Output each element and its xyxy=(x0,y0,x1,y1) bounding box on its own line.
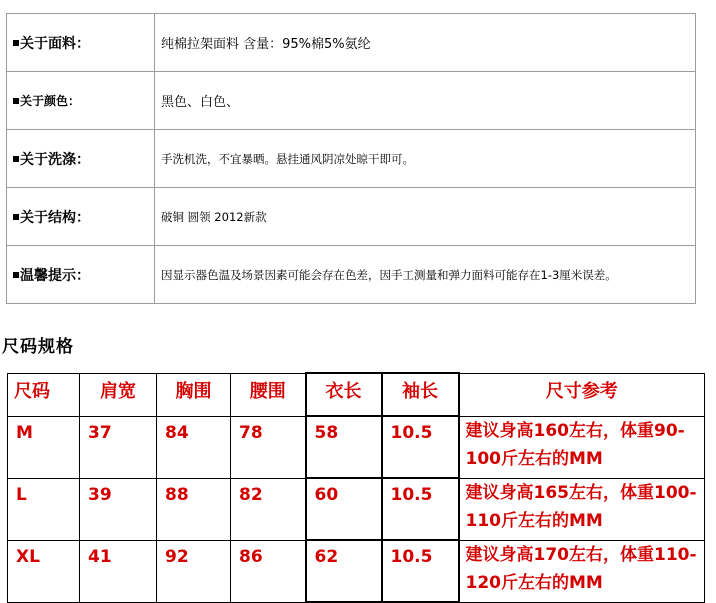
cell-shoulder: 37 xyxy=(80,416,157,478)
cell-size: L xyxy=(8,478,80,540)
cell-reference: 建议身高170左右，体重110-120斤左右的MM xyxy=(459,540,705,602)
cell-reference: 建议身高160左右，体重90-100斤左右的MM xyxy=(459,416,705,478)
cell-length: 60 xyxy=(306,478,382,540)
header-waist: 腰围 xyxy=(231,373,306,416)
cell-waist: 78 xyxy=(231,416,306,478)
header-shoulder: 肩宽 xyxy=(80,373,157,416)
info-row-fabric xyxy=(7,14,696,72)
header-length: 衣长 xyxy=(306,373,382,416)
info-value: 黑色、白色、 xyxy=(155,72,696,130)
size-chart-heading: 尺码规格 xyxy=(2,337,74,357)
info-value: 纯棉拉架面料 含量：95%棉5%氨纶 xyxy=(155,14,696,72)
header-chest: 胸围 xyxy=(157,373,231,416)
cell-length: 62 xyxy=(306,540,382,602)
cell-length: 58 xyxy=(306,416,382,478)
cell-sleeve: 10.5 xyxy=(382,478,459,540)
header-sleeve: 袖长 xyxy=(382,373,459,416)
cell-sleeve: 10.5 xyxy=(382,540,459,602)
info-row-tips xyxy=(7,246,696,304)
header-reference: 尺寸参考 xyxy=(459,373,705,416)
info-row-washing xyxy=(7,130,696,188)
cell-size: M xyxy=(8,416,80,478)
info-row-color xyxy=(7,72,696,130)
cell-waist: 86 xyxy=(231,540,306,602)
header-size: 尺码 xyxy=(8,373,80,416)
cell-sleeve: 10.5 xyxy=(382,416,459,478)
size-row-l xyxy=(8,478,705,540)
square-bullet-icon xyxy=(13,40,19,46)
info-label: 关于洗涤： xyxy=(7,130,155,188)
info-label: 关于面料： xyxy=(7,14,155,72)
square-bullet-icon xyxy=(13,214,19,220)
info-row-structure xyxy=(7,188,696,246)
info-label: 关于结构： xyxy=(7,188,155,246)
cell-reference: 建议身高165左右，体重100-110斤左右的MM xyxy=(459,478,705,540)
size-row-xl xyxy=(8,540,705,602)
square-bullet-icon xyxy=(13,272,19,278)
cell-shoulder: 39 xyxy=(80,478,157,540)
square-bullet-icon xyxy=(13,98,19,104)
info-label: 关于颜色： xyxy=(7,72,155,130)
product-info-table xyxy=(6,13,696,304)
info-value: 破铜 圆领 2012新款 xyxy=(155,188,696,246)
size-table-header xyxy=(8,373,705,416)
cell-waist: 82 xyxy=(231,478,306,540)
square-bullet-icon xyxy=(13,156,19,162)
cell-chest: 88 xyxy=(157,478,231,540)
cell-chest: 84 xyxy=(157,416,231,478)
cell-shoulder: 41 xyxy=(80,540,157,602)
info-label: 温馨提示： xyxy=(7,246,155,304)
cell-chest: 92 xyxy=(157,540,231,602)
size-row-m xyxy=(8,416,705,478)
cell-size: XL xyxy=(8,540,80,602)
info-value: 手洗机洗，不宜暴晒。悬挂通风阴凉处晾干即可。 xyxy=(155,130,696,188)
info-value: 因显示器色温及场景因素可能会存在色差，因手工测量和弹力面料可能存在1-3厘米误差。 xyxy=(155,246,696,304)
size-chart-table xyxy=(7,372,705,603)
